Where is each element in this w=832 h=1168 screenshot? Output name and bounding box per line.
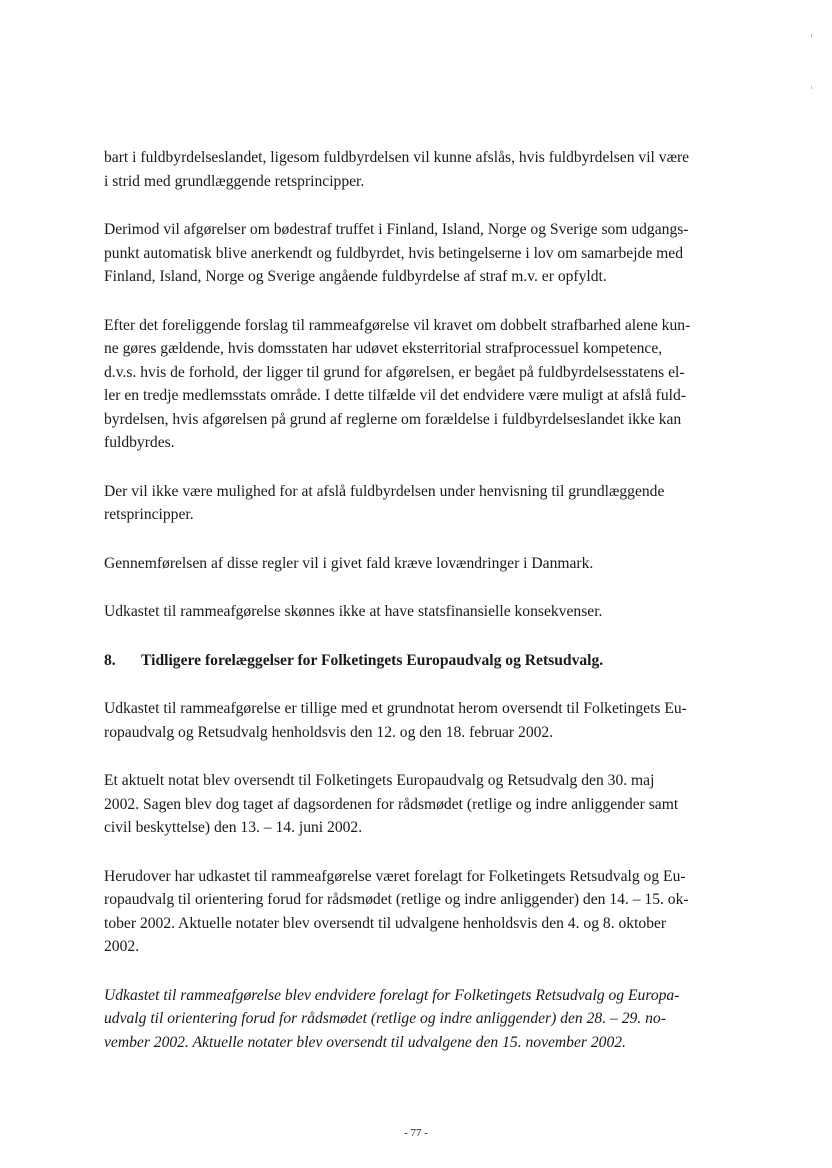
- text-line: retsprincipper.: [104, 506, 194, 523]
- text-line: bart i fuldbyrdelseslandet, ligesom fuldbyrdelsen vil kunne afslås, hvis fuldbyrdelsen vil være: [104, 149, 690, 166]
- text-line: 2002.: [104, 938, 140, 955]
- paragraph: [104, 600, 736, 624]
- paragraph: [104, 552, 736, 576]
- text-line: ne gøres gældende, hvis domsstaten har udøvet eksterritorial strafprocessuel kompetence,: [104, 340, 663, 357]
- text-line: Herudover har udkastet til rammeafgørelse været forelagt for Folketingets Retsudvalg og Eu-: [104, 867, 686, 885]
- text-line: ropaudvalg til orientering forud for rådsmødet (retlige og indre anliggender) den 14. – 15. ok-: [104, 891, 689, 908]
- text-line: Derimod vil afgørelser om bødestraf truffet i Finland, Island, Norge og Sverige som udgangs-: [104, 221, 689, 238]
- paragraph: [104, 480, 736, 527]
- page-number: - 77 -: [404, 1127, 428, 1139]
- paragraph: [104, 697, 736, 744]
- section-number: 8.: [104, 651, 116, 669]
- text-line: ropaudvalg og Retsudvalg henholdsvis den 12. og den 18. februar 2002.: [104, 723, 554, 741]
- text-line: civil beskyttelse) den 13. – 14. juni 2002.: [104, 819, 363, 836]
- text-line: Efter det foreliggende forslag til rammeafgørelse vil kravet om dobbelt strafbarhed alene kun-: [104, 316, 691, 334]
- text-line: udvalg til orientering forud for rådsmødet (retlige og indre anliggender) den 28. – 29. no-: [104, 1010, 666, 1027]
- text-line: Et aktuelt notat blev oversendt til Folketingets Europaudvalg og Retsudvalg den 30. maj: [104, 772, 655, 789]
- text-line: Udkastet til rammeafgørelse blev endvidere forelagt for Folketingets Retsudvalg og Europa-: [104, 986, 680, 1004]
- paragraph: [104, 769, 736, 840]
- text-line: i strid med grundlæggende retsprincipper.: [104, 172, 365, 190]
- text-line: tober 2002. Aktuelle notater blev oversendt til udvalgene henholdsvis den 4. og 8. oktober: [104, 914, 667, 932]
- paragraph-italic: [104, 984, 736, 1055]
- paragraph: [104, 314, 736, 455]
- text-line: 2002. Sagen blev dog taget af dagsordenen for rådsmødet (retlige og indre anliggender samt: [104, 795, 679, 813]
- scan-edge-mark: [811, 86, 812, 89]
- paragraph: [104, 218, 736, 289]
- text-line: punkt automatisk blive anerkendt og fuldbyrdet, hvis betingelserne i lov om samarbejde med: [104, 244, 683, 262]
- text-line: byrdelsen, hvis afgørelsen på grund af reglerne om forældelse i fuldbyrdelseslandet ikke kan: [104, 410, 682, 428]
- text-line: fuldbyrdes.: [104, 434, 175, 451]
- text-line: Der vil ikke være mulighed for at afslå fuldbyrdelsen under henvisning til grundlæggende: [104, 482, 665, 500]
- document-body: [104, 146, 736, 1079]
- paragraph: [104, 146, 736, 193]
- text-line: Finland, Island, Norge og Sverige angående fuldbyrdelse af straf m.v. er opfyldt.: [104, 268, 607, 285]
- text-line: Udkastet til rammeafgørelse skønnes ikke at have statsfinansielle konsekvenser.: [104, 603, 603, 620]
- text-line: d.v.s. hvis de forhold, der ligger til grund for afgørelsen, er begået på fuldbyrdelsesstatens el-: [104, 363, 685, 381]
- text-line: ler en tredje medlemsstats område. I dette tilfælde vil det endvidere være muligt at afslå fuld-: [104, 387, 686, 404]
- text-line: vember 2002. Aktuelle notater blev oversendt til udvalgene den 15. november 2002.: [104, 1033, 626, 1051]
- section-heading: [104, 649, 736, 673]
- paragraph: [104, 865, 736, 959]
- scan-edge-mark: [811, 34, 812, 37]
- section-title: Tidligere forelæggelser for Folketingets Europaudvalg og Retsudvalg.: [141, 651, 604, 669]
- text-line: Udkastet til rammeafgørelse er tillige med et grundnotat herom oversendt til Folketingets Eu-: [104, 700, 687, 717]
- text-line: Gennemførelsen af disse regler vil i givet fald kræve lovændringer i Danmark.: [104, 554, 594, 572]
